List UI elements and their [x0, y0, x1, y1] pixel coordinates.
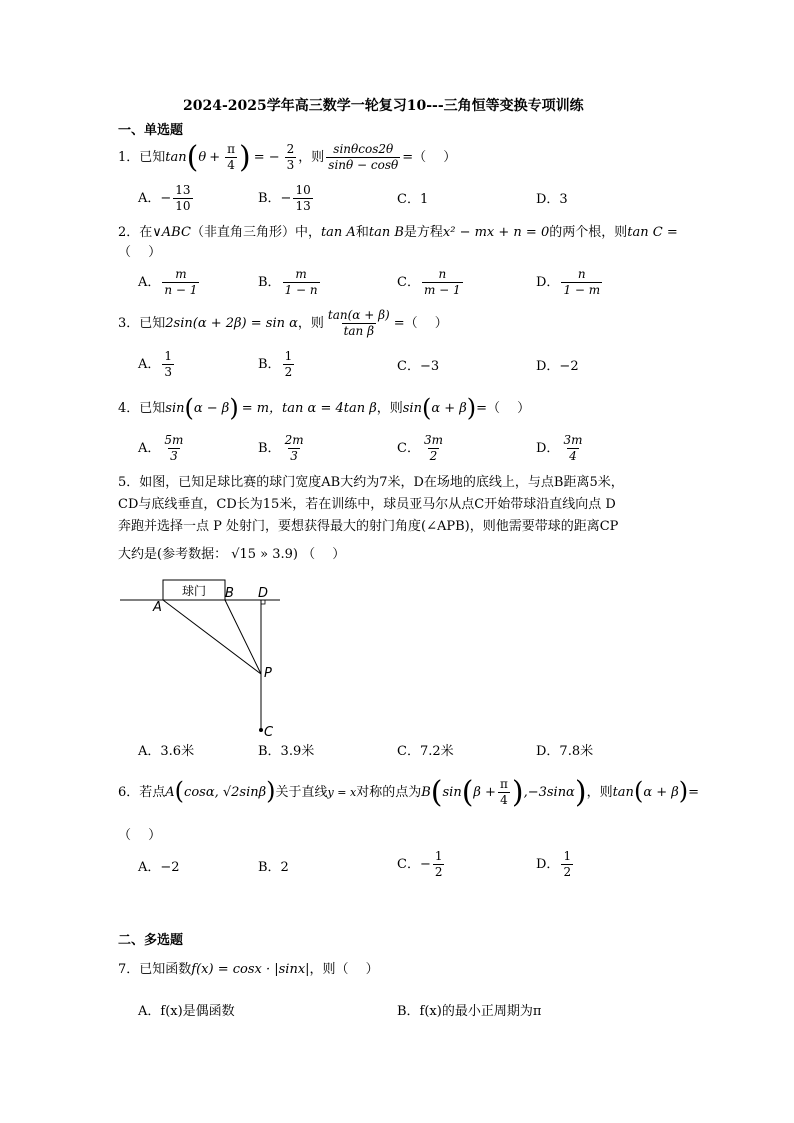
q5-option-c[interactable]: C．7.2米 — [397, 744, 454, 759]
q7-option-b[interactable]: B．f(x)的最小正周期为π — [397, 1004, 542, 1019]
q4-option-c[interactable]: C． $\frac{3m}{2}$ — [397, 433, 443, 463]
q2-option-c[interactable]: C． $\frac{n}{m - 1}$ — [397, 267, 461, 297]
q6-option-d[interactable]: D． $\frac{1}{2}$ — [536, 849, 572, 879]
q3-option-b[interactable]: B． $\frac{1}{2}$ — [258, 349, 293, 379]
question-3: 3．已知 2sin(α + 2β) = sin α ，则 $\frac{\tan(\alpha + \beta)}{\text{tan β}}$ =（ ） — [118, 308, 448, 338]
q1-option-d[interactable]: D．3 — [536, 192, 568, 207]
point-c — [259, 728, 263, 732]
q4-option-b[interactable]: B． $\frac{2m}{3}$ — [258, 433, 304, 463]
q6-option-a[interactable]: A．−2 — [138, 860, 180, 875]
page-title: 2024-2025学年高三数学一轮复习10---三角恒等变换专项训练 — [183, 98, 584, 114]
question-2-paren: （ ） — [118, 245, 162, 260]
q5-option-a[interactable]: A．3.6米 — [138, 744, 195, 759]
question-4: 4．已知 sin ( α − β ) = m， tan α = 4tan β ，则 sin ( α + β ) =（ ） — [118, 394, 531, 422]
label-c: C — [264, 725, 274, 740]
question-6: 6．若点 A ( cosα, √2sinβ ) 关于直线 y = x 对称的点为 B ( sin ( β + $\frac{\pi}{4}$ ) ,−3sinα ) ，则 tan ( α + β ) = — [118, 774, 700, 810]
q3-option-a[interactable]: A． $\frac{1}{3}$ — [138, 349, 173, 379]
q4-option-d[interactable]: D． $\frac{3m}{4}$ — [536, 433, 583, 463]
line-bp — [225, 600, 261, 674]
question-5-line-2: CD与底线垂直，CD长为15米，若在训练中，球员亚马尔从点C开始带球沿直线向点 D — [118, 497, 616, 512]
line-ap — [163, 600, 261, 674]
q2-option-d[interactable]: D． $\frac{n}{1 - m}$ — [536, 267, 601, 297]
q5-option-d[interactable]: D．7.8米 — [536, 744, 594, 759]
q5-option-b[interactable]: B．3.9米 — [258, 744, 315, 759]
q1-option-b[interactable]: B．− $\frac{10}{13}$ — [258, 183, 311, 213]
label-a: A — [153, 600, 162, 615]
question-6-paren: （ ） — [118, 828, 162, 843]
q2-option-a[interactable]: A． $\frac{m}{n - 1}$ — [138, 267, 198, 297]
label-p: P — [264, 666, 272, 681]
q4-option-a[interactable]: A． $\frac{5m}{3}$ — [138, 433, 184, 463]
q2-option-b[interactable]: B． $\frac{m}{1 - n}$ — [258, 267, 318, 297]
q6-option-b[interactable]: B．2 — [258, 860, 289, 875]
q3-option-c[interactable]: C．−3 — [397, 359, 440, 374]
question-1: 1．已知 tan ( θ + $\frac{\pi}{4}$ ) = − $\frac{2}{3}$ ，则 $\frac{\sin\theta\cos 2\theta}{\sin\theta - \cos\theta}$ =（ ） — [118, 139, 457, 175]
q1-option-a[interactable]: A．− $\frac{13}{10}$ — [138, 183, 191, 213]
question-5-line-4: 大约是(参考数据： √15 » 3.9) （ ） — [118, 547, 346, 562]
goal-figure — [115, 573, 295, 745]
question-2: 2．在∨ABC（非直角三角形）中，tan A和tan B是方程x² − mx + n = 0的两个根，则tan C = — [118, 225, 678, 240]
q3-option-d[interactable]: D．−2 — [536, 359, 579, 374]
question-7: 7．已知函数f(x) = cosx · |sinx|，则（ ） — [118, 962, 379, 977]
label-b: B — [225, 586, 234, 601]
label-d: D — [258, 586, 269, 601]
section-heading-multi: 二、多选题 — [118, 933, 184, 948]
q1-option-c[interactable]: C．1 — [397, 192, 429, 207]
q6-option-c[interactable]: C．− $\frac{1}{2}$ — [397, 849, 443, 879]
section-heading-single: 一、单选题 — [118, 123, 184, 138]
goal-label: 球门 — [181, 584, 207, 598]
question-5-line-3: 奔跑并选择一点 P 处射门，要想获得最大的射门角度(∠APB)，则他需要带球的距离CP — [118, 519, 619, 534]
q7-option-a[interactable]: A．f(x)是偶函数 — [138, 1004, 235, 1019]
question-5-line-1: 5．如图，已知足球比赛的球门宽度AB大约为7米，D在场地的底线上，与点B距离5米， — [118, 475, 624, 490]
